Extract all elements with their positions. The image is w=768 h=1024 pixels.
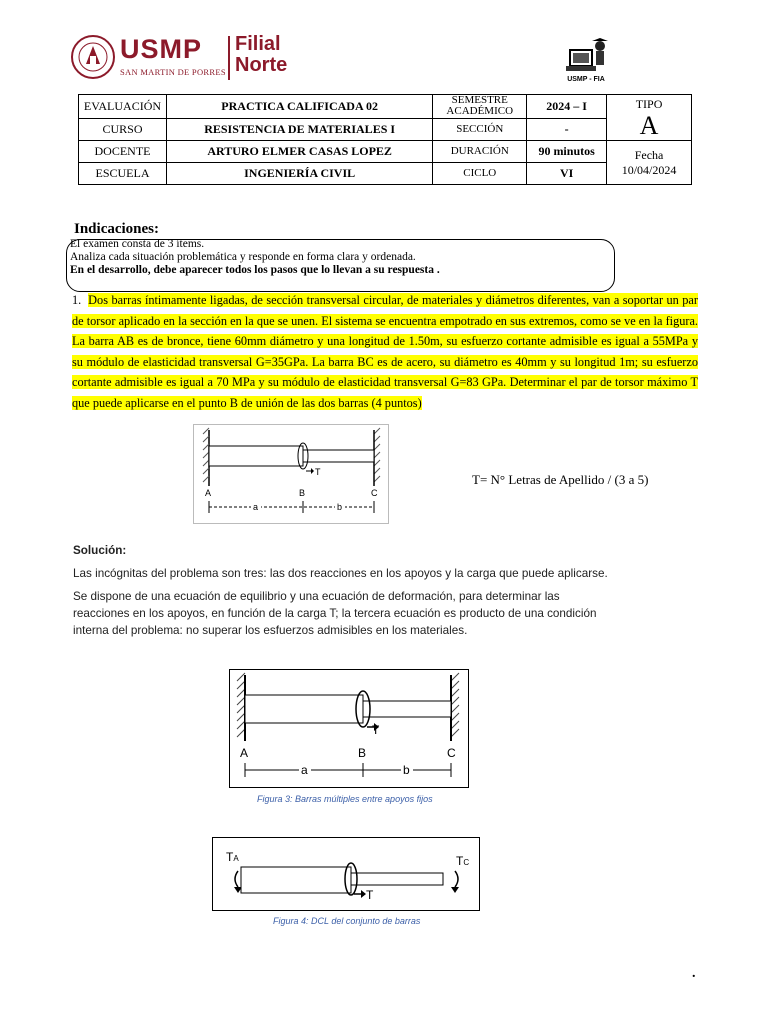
filial-name <box>235 34 287 76</box>
semestre-value: 2024 – I <box>527 95 607 119</box>
figure-4 <box>212 837 480 911</box>
university-full-name: SAN MARTIN DE PORRES <box>120 67 226 77</box>
indication-line-1: El examen consta de 3 ítems. <box>70 238 205 250</box>
filial-place: Norte <box>235 54 288 76</box>
fixed-bars-diagram <box>229 669 469 788</box>
footer-dot: . <box>692 966 696 981</box>
semestre-label <box>433 95 527 119</box>
problem-number: 1. <box>72 293 82 307</box>
point-b-label: B <box>358 746 367 760</box>
torque-label: T <box>372 723 380 737</box>
point-a-label: A <box>205 488 212 498</box>
problem-text: Dos barras íntimamente ligadas, de sección transversal circular, de materiales y diámetros diferentes, van a soportar un par de torsor aplicado en la sección en la que se unen. El sistema se encuentra empotrado en sus extremos, como se ve en la figura. La barra AB es de bronce, tiene 60mm diámetro y una longitud de 1.50m, su esfuerzo cortante admisible es igual a 55MPa y su módulo de elasticidad transversal G=35GPa. La barra BC es de acero, su diámetro es 40mm y su longitud 1m; su esfuerzo cortante admisible es igual a 70 MPa y su módulo de elasticidad transversal G=83 GPa. Determinar el par de torsor máximo T que puede aplicarse en el punto B de unión de las dos barras (4 puntos) <box>72 293 698 410</box>
university-short-name: USMP <box>120 34 203 64</box>
escuela-label: ESCUELA <box>79 163 167 185</box>
escuela-value: INGENIERÍA CIVIL <box>166 163 432 185</box>
fecha-label: Fecha <box>634 147 664 162</box>
length-b-label: b <box>337 502 343 512</box>
solution-line-3: reacciones en los apoyos, en función de la carga T; la tercera ecuación es producto de una condición <box>73 607 597 620</box>
bar-system-diagram <box>193 424 389 524</box>
tipo-value: A <box>639 111 659 140</box>
duracion-label: DURACIÓN <box>433 141 527 163</box>
fecha-value: 10/04/2024 <box>621 162 677 177</box>
solution-line-4: interna del problema: no superar los esfuerzos admisibles en los materiales. <box>73 624 468 637</box>
table-row <box>79 141 692 163</box>
indications-title: Indicaciones: <box>74 221 160 237</box>
solution-line-2: Se dispone de una ecuación de equilibrio y una ecuación de deformación, para determinar las <box>73 590 560 603</box>
free-body-diagram <box>212 837 480 911</box>
table-row <box>79 95 692 119</box>
ciclo-value: VI <box>527 163 607 185</box>
reaction-ta-subscript: A <box>233 854 239 863</box>
torque-label: T <box>366 888 374 902</box>
figure-3-caption: Figura 3: Barras múltiples entre apoyos fijos <box>257 794 433 804</box>
seccion-label: SECCIÓN <box>433 118 527 141</box>
usmp-filial-logo <box>70 34 300 86</box>
semestre-label-line2: ACADÉMICO <box>446 105 514 118</box>
curso-value: RESISTENCIA DE MATERIALES I <box>166 118 432 141</box>
point-c-label: C <box>447 746 456 760</box>
filial-label: Filial <box>235 33 281 55</box>
reaction-ta-main: T <box>226 850 234 864</box>
point-a-label: A <box>240 746 249 760</box>
docente-value: ARTURO ELMER CASAS LOPEZ <box>166 141 432 163</box>
torque-label: T <box>315 467 321 477</box>
problem-figure <box>193 424 389 524</box>
indication-line-2: Analiza cada situación problemática y responde en forma clara y ordenada. <box>70 251 416 263</box>
logo-divider <box>228 36 230 80</box>
tipo-cell <box>607 95 692 141</box>
figure-3 <box>229 669 469 788</box>
university-seal-icon <box>70 34 116 80</box>
ciclo-label: CICLO <box>433 163 527 185</box>
fia-logo <box>560 38 620 88</box>
problem-statement <box>72 290 698 414</box>
length-b-label: b <box>403 763 410 777</box>
length-a-label: a <box>253 502 259 512</box>
point-b-label: B <box>299 488 306 498</box>
tipo-label: TIPO <box>635 97 663 111</box>
duracion-value: 90 minutos <box>527 141 607 163</box>
evaluacion-value: PRACTICA CALIFICADA 02 <box>166 95 432 119</box>
reaction-tc-main: T <box>456 854 464 868</box>
docente-label: DOCENTE <box>79 141 167 163</box>
table-row <box>79 118 692 141</box>
point-c-label: C <box>371 488 378 498</box>
indication-line-3: En el desarrollo, debe aparecer todos los pasos que lo llevan a su respuesta . <box>70 264 440 276</box>
curso-label: CURSO <box>79 118 167 141</box>
reaction-tc-subscript: C <box>463 858 470 867</box>
length-a-label: a <box>301 763 308 777</box>
table-row <box>79 163 692 185</box>
evaluacion-label: EVALUACIÓN <box>79 95 167 119</box>
fecha-cell <box>607 141 692 185</box>
solution-title: Solución: <box>73 544 127 557</box>
computer-mascot-icon <box>560 38 620 76</box>
solution-line-1: Las incógnitas del problema son tres: las dos reacciones en los apoyos y la carga que puede aplicarse. <box>73 567 608 580</box>
figure-4-caption: Figura 4: DCL del conjunto de barras <box>273 916 421 926</box>
exam-info-table <box>78 94 692 185</box>
seccion-value: - <box>527 118 607 141</box>
semestre-label-line1: SEMESTRE <box>451 94 508 107</box>
torque-formula: T= N° Letras de Apellido / (3 a 5) <box>472 472 649 487</box>
fia-label: USMP - FIA <box>567 76 605 83</box>
